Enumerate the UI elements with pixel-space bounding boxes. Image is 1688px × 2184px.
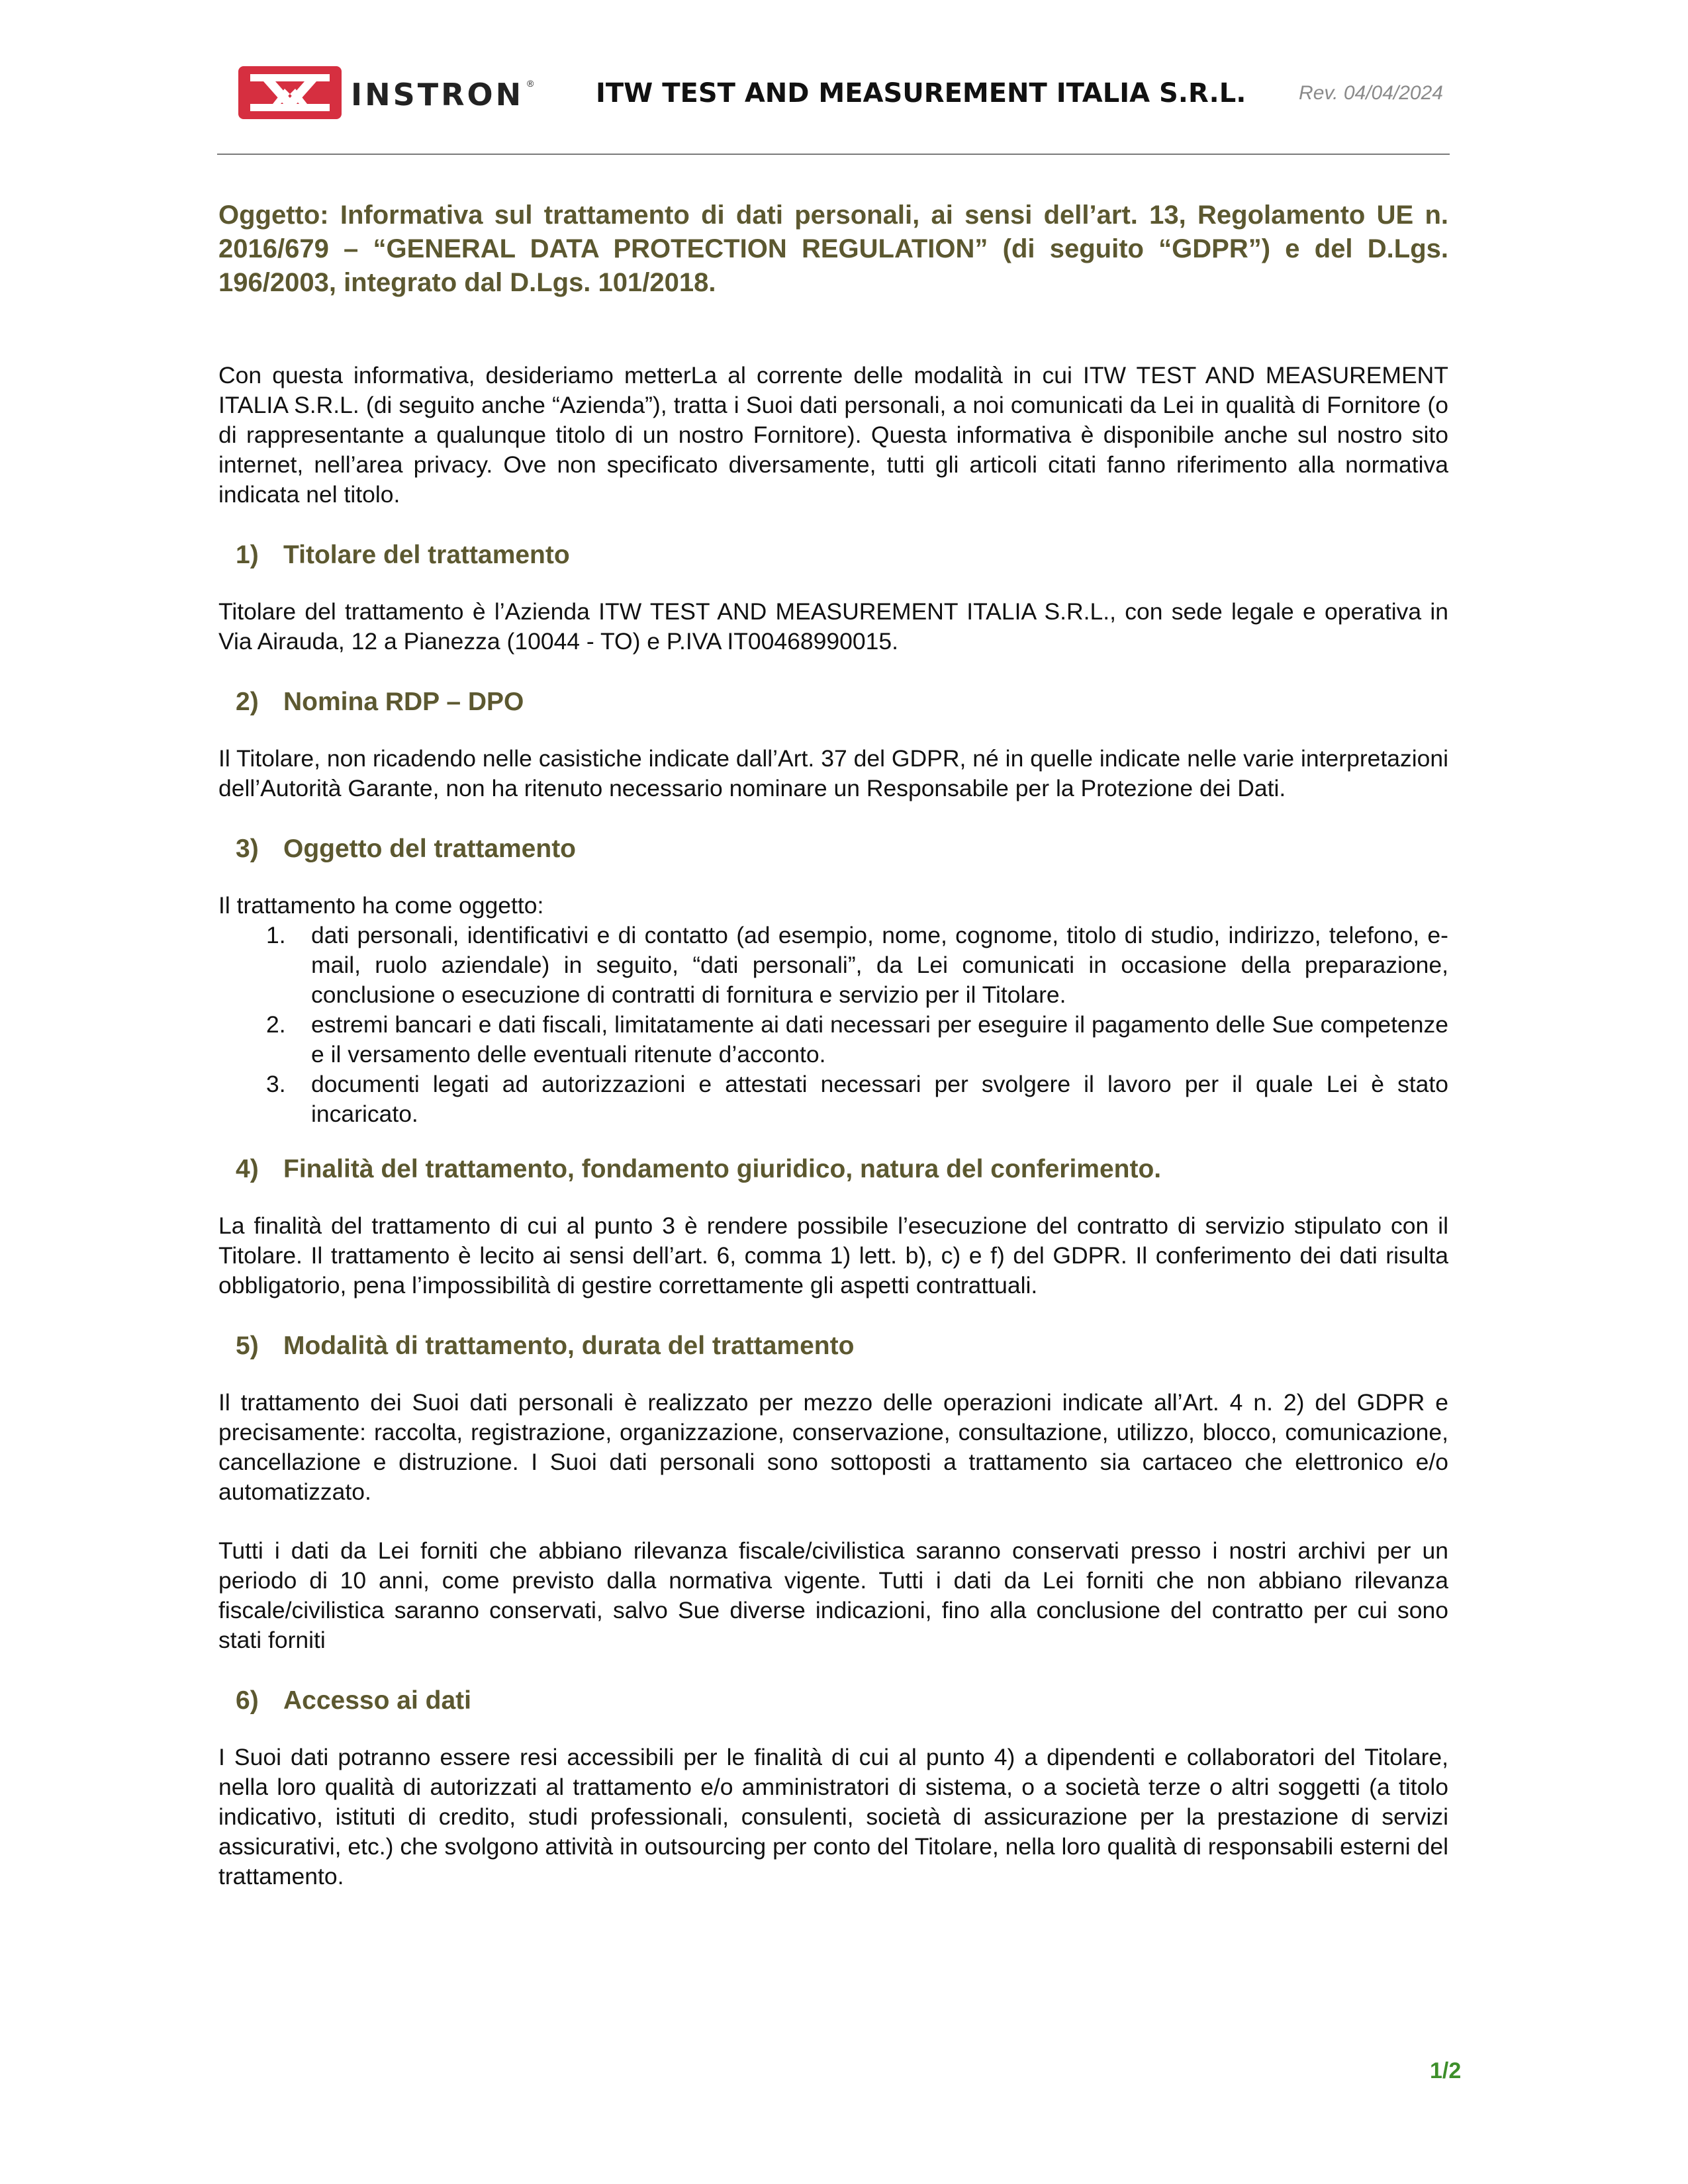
section-number: 2) bbox=[236, 688, 259, 716]
list-item bbox=[218, 921, 1448, 1010]
section-title: Finalità del trattamento, fondamento giuridico, natura del conferimento. bbox=[283, 1155, 1162, 1183]
section-number: 5) bbox=[236, 1332, 259, 1360]
section-title: Modalità di trattamento, durata del trattamento bbox=[283, 1332, 855, 1360]
section-6-heading bbox=[218, 1684, 1448, 1717]
section-2-paragraph: Il Titolare, non ricadendo nelle casistiche indicate dall’Art. 37 del GDPR, né in quelle indicate nelle varie interpretazioni dell’Autorità Garante, non ha ritenuto necessario nominare un Responsabile per la Protezione dei Dati. bbox=[218, 745, 1448, 801]
section-title: Accesso ai dati bbox=[283, 1686, 471, 1715]
section-title: Titolare del trattamento bbox=[283, 541, 570, 569]
list-item bbox=[218, 1010, 1448, 1069]
page-header bbox=[238, 64, 1443, 123]
section-5-heading bbox=[218, 1330, 1448, 1363]
section-number: 4) bbox=[236, 1155, 259, 1183]
logo-wordmark: INSTRON bbox=[351, 77, 524, 113]
section-4-paragraph: La finalità del trattamento di cui al punto 3 è rendere possibile l’esecuzione del contratto di servizio stipulato con il Titolare. Il trattamento è lecito ai sensi dell’art. 6, comma 1) lett. b), c) e f) del GDPR. Il conferimento dei dati risulta obbligatorio, pena l’impossibilità di gestire correttamente gli aspetti contrattuali. bbox=[218, 1212, 1448, 1298]
section-number: 3) bbox=[236, 835, 259, 863]
section-title: Oggetto del trattamento bbox=[283, 835, 577, 863]
section-number: 1) bbox=[236, 541, 259, 569]
section-4-heading bbox=[218, 1153, 1448, 1186]
revision-date: Rev. 04/04/2024 bbox=[1299, 82, 1443, 104]
section-1-heading bbox=[218, 539, 1448, 572]
list-item-number: 2. bbox=[266, 1011, 286, 1038]
section-2-heading bbox=[218, 686, 1448, 719]
registered-mark: ® bbox=[527, 78, 534, 89]
section-3-heading bbox=[218, 833, 1448, 866]
subject-heading: Oggetto: Informativa sul trattamento di dati personali, ai sensi dell’art. 13, Regolamento UE n. 2016/679 – “GENERAL DATA PROTECTION REGULATION” (di seguito “GDPR”) e del D.Lgs. 196/2003, integrato dal D.Lgs. 101/2018. bbox=[218, 201, 1448, 297]
page-number: 1/2 bbox=[1430, 2058, 1462, 2083]
section-3-lead: Il trattamento ha come oggetto: bbox=[218, 892, 544, 919]
list-item-number: 3. bbox=[266, 1071, 286, 1097]
section-6-paragraph: I Suoi dati potranno essere resi accessibili per le finalità di cui al punto 4) a dipendenti e collaboratori del Titolare, nella loro qualità di autorizzati al trattamento e/o amministratori di sistema, o a società terze o altri soggetti (a titolo indicativo, istituti di credito, studi professionali, consulenti, società di assicurazione per la prestazione di servizi assicurativi, etc.) che svolgono attività in outsourcing per conto del Titolare, nella loro qualità di responsabili esterni del trattamento. bbox=[218, 1744, 1448, 1889]
header-divider bbox=[217, 154, 1450, 155]
company-name: ITW TEST AND MEASUREMENT ITALIA S.R.L. bbox=[596, 78, 1246, 109]
intro-paragraph: Con questa informativa, desideriamo metterLa al corrente delle modalità in cui ITW TEST AND MEASUREMENT ITALIA S.R.L. (di seguito anche “Azienda”), tratta i Suoi dati personali, a noi comunicati da Lei in qualità di Fornitore (o di rappresentante a qualunque titolo di un nostro Fornitore). Questa informativa è disponibile anche sul nostro sito internet, nell’area privacy. Ove non specificato diversamente, tutti gli articoli citati fanno riferimento alla normativa indicata nel titolo. bbox=[218, 362, 1448, 508]
list-item-text: documenti legati ad autorizzazioni e attestati necessari per svolgere il lavoro per il quale Lei è stato incaricato. bbox=[311, 1071, 1448, 1127]
list-item-text: dati personali, identificativi e di contatto (ad esempio, nome, cognome, titolo di studio, indirizzo, telefono, e-mail, ruolo aziendale) in seguito, “dati personali”, da Lei comunicati in occasione della preparazione, conclusione o esecuzione di contratti di fornitura e servizio per il Titolare. bbox=[311, 922, 1448, 1008]
section-5-paragraph-2: Tutti i dati da Lei forniti che abbiano rilevanza fiscale/civilistica saranno conservati presso i nostri archivi per un periodo di 10 anni, come previsto dalla normativa vigente. Tutti i dati da Lei forniti che non abbiano rilevanza fiscale/civilistica saranno conservati, salvo Sue diverse indicazioni, fino alla conclusione del contratto per cui sono stati forniti bbox=[218, 1537, 1448, 1653]
list-item bbox=[218, 1069, 1448, 1129]
document-body bbox=[218, 199, 1448, 1891]
section-number: 6) bbox=[236, 1686, 259, 1715]
section-5-paragraph-1: Il trattamento dei Suoi dati personali è realizzato per mezzo delle operazioni indicate all’Art. 4 n. 2) del GDPR e precisamente: raccolta, registrazione, organizzazione, conservazione, consultazione, utilizzo, blocco, comunicazione, cancellazione e distruzione. I Suoi dati personali sono sottoposti a trattamento sia cartaceo che elettronico e/o automatizzato. bbox=[218, 1389, 1448, 1505]
section-3-list bbox=[218, 921, 1448, 1129]
section-title: Nomina RDP – DPO bbox=[283, 688, 524, 716]
instron-logo-icon bbox=[238, 66, 342, 119]
list-item-text: estremi bancari e dati fiscali, limitatamente ai dati necessari per eseguire il pagamento delle Sue competenze e il versamento delle eventuali ritenute d’acconto. bbox=[311, 1011, 1448, 1068]
section-1-paragraph: Titolare del trattamento è l’Azienda ITW TEST AND MEASUREMENT ITALIA S.R.L., con sede legale e operativa in Via Airauda, 12 a Pianezza (10044 - TO) e P.IVA IT00468990015. bbox=[218, 598, 1448, 655]
list-item-number: 1. bbox=[266, 922, 286, 948]
